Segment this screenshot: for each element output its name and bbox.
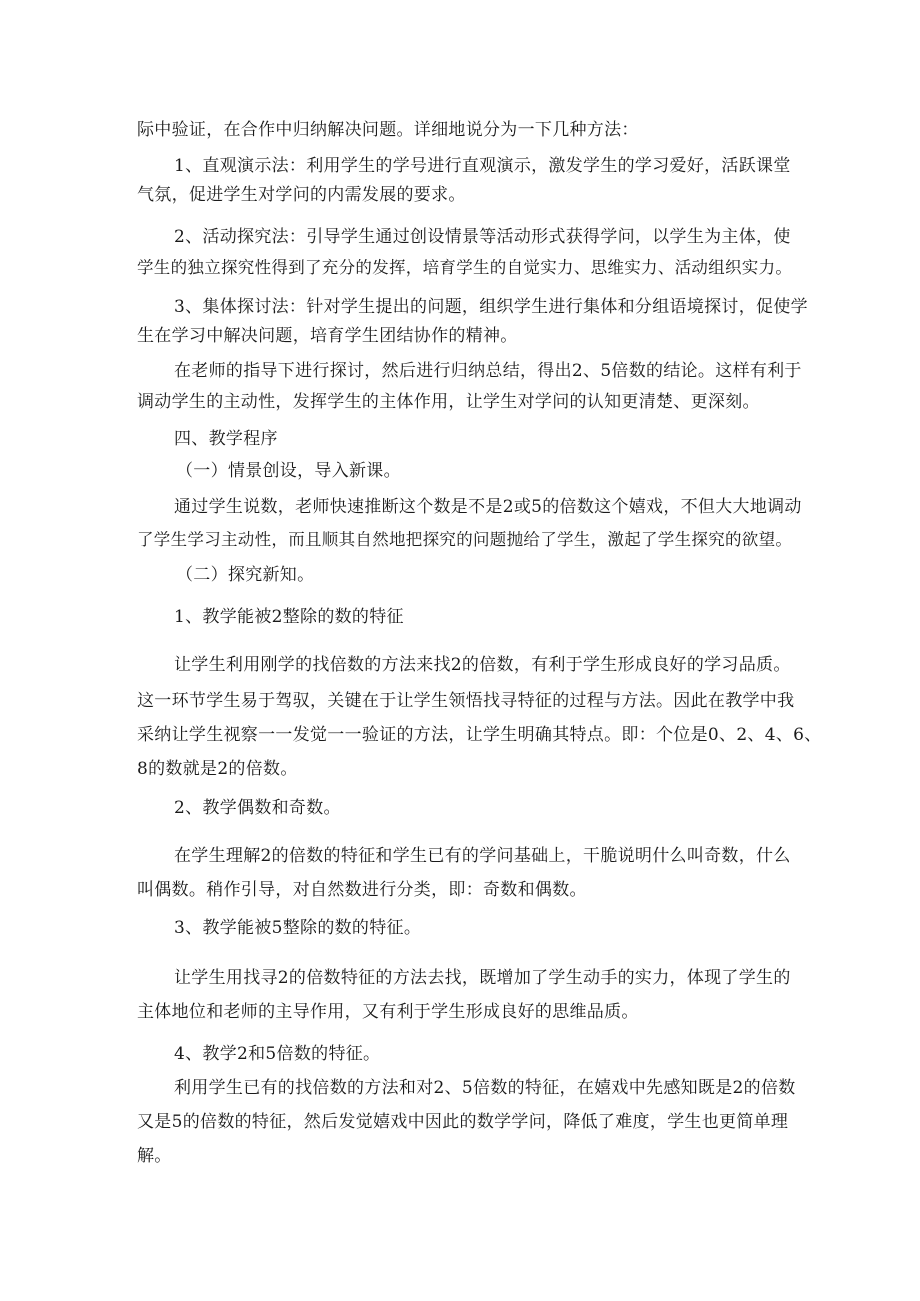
- text-line: 在老师的指导下进行探讨，然后进行归纳总结，得出2、5倍数的结论。这样有利于: [174, 361, 802, 381]
- text-line: 让学生用找寻2的倍数特征的方法去找，既增加了学生动手的实力，体现了学生的: [174, 968, 791, 988]
- text-line: 又是5的倍数的特征，然后发觉嬉戏中因此的数学学问，降低了难度，学生也更简单理: [137, 1112, 789, 1132]
- text-line: 际中验证，在合作中归纳解决问题。详细地说分为一下几种方法：: [137, 120, 639, 140]
- text-line: 气氛，促进学生对学问的内需发展的要求。: [137, 185, 466, 205]
- text-line: 这一环节学生易于驾驭，关键在于让学生领悟找寻特征的过程与方法。因此在教学中我: [137, 691, 795, 711]
- text-line: 叫偶数。稍作引导，对自然数进行分类，即：奇数和偶数。: [137, 880, 587, 900]
- text-line: 解。: [137, 1146, 172, 1166]
- item-heading: 1、教学能被2整除的数的特征: [174, 607, 404, 627]
- item-heading: 4、教学2和5倍数的特征。: [174, 1044, 381, 1064]
- text-line: 主体地位和老师的主导作用，又有利于学生形成良好的思维品质。: [137, 1002, 639, 1022]
- text-line: 2、活动探究法：引导学生通过创设情景等活动形式获得学问，以学生为主体，使: [174, 227, 791, 247]
- text-line: 调动学生的主动性，发挥学生的主体作用，让学生对学问的认知更清楚、更深刻。: [137, 392, 760, 412]
- section-heading: 四、教学程序: [174, 429, 278, 449]
- item-heading: 2、教学偶数和奇数。: [174, 798, 341, 818]
- text-line: 通过学生说数，老师快速推断这个数是不是2或5的倍数这个嬉戏，不但大大地调动: [174, 497, 802, 517]
- text-line: 生在学习中解决问题，培育学生团结协作的精神。: [137, 326, 518, 346]
- text-line: 3、集体探讨法：针对学生提出的问题，组织学生进行集体和分组语境探讨，促使学: [174, 297, 808, 317]
- text-line: 利用学生已有的找倍数的方法和对2、5倍数的特征，在嬉戏中先感知既是2的倍数: [174, 1078, 796, 1098]
- subsection-heading: （一）情景创设，导入新课。: [176, 461, 401, 481]
- subsection-heading: （二）探究新知。: [176, 565, 315, 585]
- text-line: 学生的独立探究性得到了充分的发挥，培育学生的自觉实力、思维实力、活动组织实力。: [137, 258, 793, 277]
- text-line: 1、直观演示法：利用学生的学号进行直观演示，激发学生的学习爱好，活跃课堂: [174, 156, 791, 176]
- text-line: 8的数就是2的倍数。: [137, 759, 298, 779]
- item-heading: 3、教学能被5整除的数的特征。: [174, 918, 422, 938]
- text-line: 了学生学习主动性，而且顺其自然地把探究的问题抛给了学生，激起了学生探究的欲望。: [137, 530, 793, 549]
- text-line: 让学生利用刚学的找倍数的方法来找2的倍数，有利于学生形成良好的学习品质。: [174, 655, 791, 675]
- text-line: 采纳让学生视察一一发觉一一验证的方法，让学生明确其特点。即：个位是0、2、4、6、: [137, 725, 822, 745]
- text-line: 在学生理解2的倍数的特征和学生已有的学问基础上，干脆说明什么叫奇数，什么: [174, 846, 791, 866]
